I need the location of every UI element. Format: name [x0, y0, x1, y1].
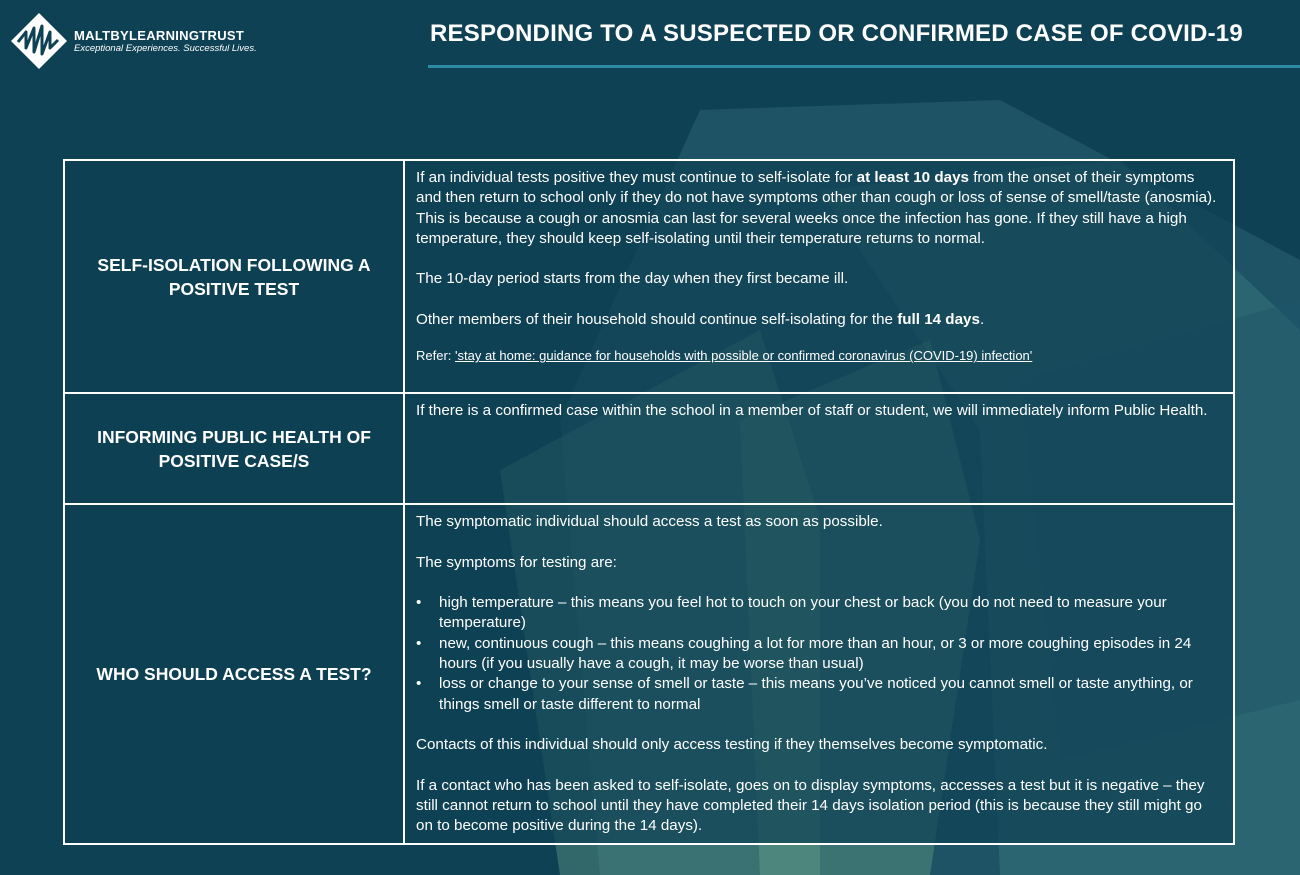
table-row — [64, 504, 1234, 844]
bold-text: at least 10 days — [856, 169, 969, 186]
refer-label: Refer: — [416, 348, 456, 364]
logo-tagline: Exceptional Experiences. Successful Lives. — [74, 42, 257, 54]
title-underline — [428, 65, 1300, 68]
bullet-icon: • — [416, 675, 422, 693]
row-label-self-isolation: SELF-ISOLATION FOLLOWING A POSITIVE TEST — [64, 160, 404, 393]
guidance-link[interactable]: 'stay at home: guidance for households with possible or confirmed coronavirus (COVID-19) infection' — [455, 348, 1033, 364]
symptom-list — [416, 593, 1223, 715]
list-item — [416, 593, 1223, 634]
table-row — [64, 160, 1234, 393]
logo-name: MALTBYLEARNINGTRUST — [74, 27, 245, 43]
paragraph: If a contact who has been asked to self-isolate, goes on to display symptoms, accesses a test but it is negative – they still cannot return to school until they have completed their 14 days isolation period (this is because they still might go on to become positive during the 14 days). — [416, 776, 1205, 835]
paragraph: If there is a confirmed case within the school in a member of staff or student, we will immediately inform Public Health. — [416, 402, 1208, 419]
paragraph: The symptomatic individual should access a test as soon as possible. — [416, 513, 883, 530]
paragraph — [416, 310, 1223, 330]
paragraph — [416, 168, 1223, 249]
row-content-self-isolation — [404, 160, 1234, 393]
list-item-text: new, continuous cough – this means coughing a lot for more than an hour, or 3 or more coughing episodes in 24 hours (if you usually have a cough, it may be worse than usual) — [439, 634, 1192, 673]
logo — [10, 12, 257, 70]
row-content-access-test — [404, 504, 1234, 844]
row-content-public-health — [404, 393, 1234, 504]
list-item — [416, 674, 1223, 715]
guidance-table — [63, 159, 1235, 845]
maltby-diamond-logo-icon — [10, 12, 68, 70]
paragraph: The symptoms for testing are: — [416, 553, 617, 571]
bold-text: full 14 days — [897, 311, 980, 329]
paragraph: The 10-day period starts from the day when they first became ill. — [416, 270, 849, 288]
text-run: from the onset of their symptoms and then return to school only if they do not have symptoms other than cough or loss of sense of smell/taste (anosmia). This is because a cough or anosmia can last for several weeks once the infection has gone. If they still have a high temperature, they should keep self-isolating until their temperature returns to normal. — [416, 169, 1217, 247]
text-run: . — [979, 311, 985, 329]
bullet-icon: • — [416, 634, 422, 652]
list-item-text: high temperature – this means you feel hot to touch on your chest or back (you do not need to measure your temperature) — [439, 594, 1167, 632]
page-title: RESPONDING TO A SUSPECTED OR CONFIRMED CASE OF COVID-19 — [430, 20, 1243, 47]
paragraph: Contacts of this individual should only access testing if they themselves become symptomatic. — [416, 736, 1048, 754]
refer-line — [416, 347, 1223, 365]
text-run: If an individual tests positive they must continue to self-isolate for — [416, 169, 857, 186]
row-label-access-test: WHO SHOULD ACCESS A TEST? — [64, 504, 404, 844]
list-item — [416, 634, 1223, 675]
row-label-public-health: INFORMING PUBLIC HEALTH OF POSITIVE CASE/S — [64, 393, 404, 504]
bullet-icon: • — [416, 594, 422, 612]
text-run: Other members of their household should continue self-isolating for the — [416, 311, 898, 329]
list-item-text: loss or change to your sense of smell or taste – this means you’ve noticed you cannot smell or taste anything, or things smell or taste different to normal — [439, 675, 1193, 713]
table-row — [64, 393, 1234, 504]
